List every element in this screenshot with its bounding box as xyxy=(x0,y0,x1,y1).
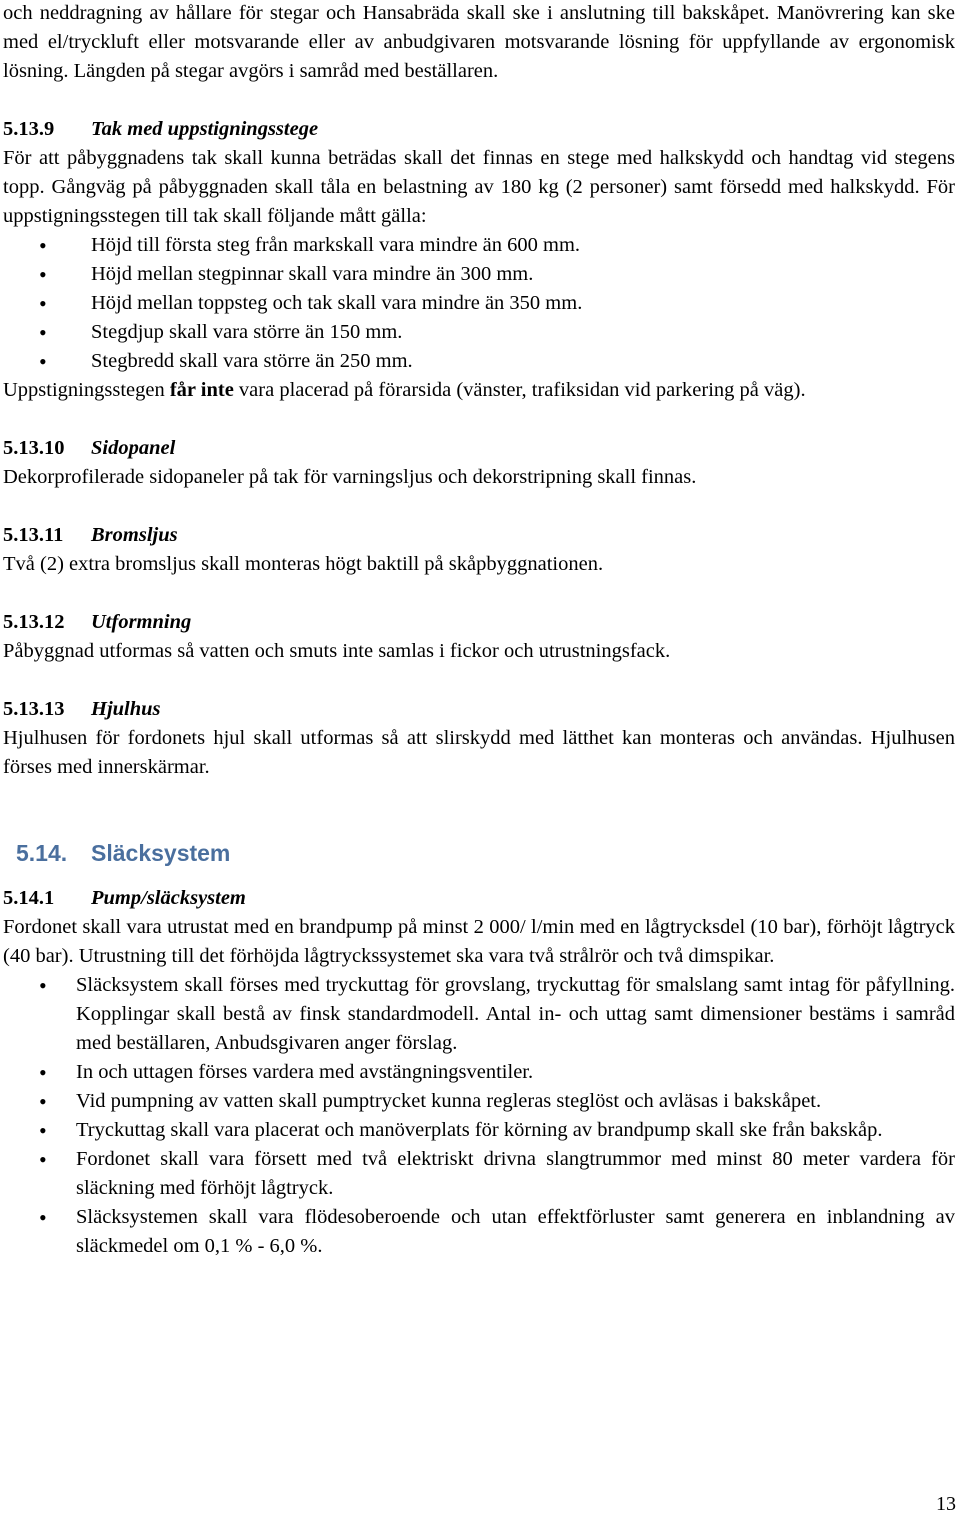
document-page xyxy=(3,0,955,1261)
section-paragraph: Hjulhusen för fordonets hjul skall utformas så att slirskydd med lätthet kan monteras och användas. Hjulhusen förses med innerskärmar. xyxy=(3,727,955,778)
list-item: • Höjd mellan stegpinnar skall vara mindre än 300 mm. xyxy=(3,260,955,289)
section-paragraph: Påbyggnad utformas så vatten och smuts inte samlas i fickor och utrustningsfack. xyxy=(3,640,671,662)
section-number: 5.14.1 xyxy=(3,887,55,909)
page-number: 13 xyxy=(936,1493,956,1515)
section-5-13-10 xyxy=(3,434,955,492)
section-5-14-1 xyxy=(3,884,955,1261)
section-heading xyxy=(3,884,955,913)
section-paragraph: Två (2) extra bromsljus skall monteras högt baktill på skåpbyggnationen. xyxy=(3,553,604,575)
list-item: • Stegbredd skall vara större än 250 mm. xyxy=(3,347,955,376)
section-paragraph: För att påbyggnadens tak skall kunna beträdas skall det finnas en stege med halkskydd och handtag vid stegens topp. Gångväg på påbyggnaden skall tåla en belastning av 180 kg (2 personer) samt försedd med halkskydd. För uppstigningsstegen till tak skall följande mått gälla: xyxy=(3,147,955,227)
section-5-13-9 xyxy=(3,115,955,405)
section-title: Sidopanel xyxy=(91,437,176,459)
section-5-13-11 xyxy=(3,521,955,579)
extinguishing-system-list xyxy=(3,971,955,1261)
intro-paragraph: och neddragning av hållare för stegar och Hansabräda skall ske i anslutning till bakskåpet. Manövrering kan ske med el/tryckluft eller motsvarande eller av anbudgivaren motsvarande lösning för uppfyllande av ergonomisk lösning. Längden på stegar avgörs i samråd med beställaren. xyxy=(3,2,955,82)
heading-number: 5.14. xyxy=(16,840,68,866)
section-5-13-12 xyxy=(3,608,955,666)
list-item: • Släcksystem skall förses med tryckuttag för grovslang, tryckuttag för smalslang samt intag för påfyllning. Kopplingar skall bestå av finsk standardmodell. Antal in- och uttag samt dimensioner bestäms i samråd med beställaren, Anbudsgivaren anger förslag. xyxy=(3,971,955,1058)
section-number: 5.13.9 xyxy=(3,118,55,140)
section-paragraph: Dekorprofilerade sidopaneler på tak för varningsljus och dekorstripning skall finnas. xyxy=(3,466,697,488)
section-heading xyxy=(3,115,955,144)
closing-text-start: Uppstigningsstegen xyxy=(3,379,170,401)
list-item: • Stegdjup skall vara större än 150 mm. xyxy=(3,318,955,347)
list-item: • In och uttagen förses vardera med avstängningsventiler. xyxy=(3,1058,955,1087)
closing-paragraph xyxy=(3,376,955,405)
section-heading xyxy=(3,521,955,550)
section-heading xyxy=(3,434,955,463)
section-title: Tak med uppstigningsstege xyxy=(91,118,319,140)
section-title: Bromsljus xyxy=(91,524,178,546)
list-item: • Höjd till första steg från markskall vara mindre än 600 mm. xyxy=(3,231,955,260)
section-title: Pump/släcksystem xyxy=(91,887,246,909)
section-number: 5.13.12 xyxy=(3,611,65,633)
ladder-requirements-list xyxy=(3,231,955,376)
section-paragraph: Fordonet skall vara utrustat med en brandpump på minst 2 000/ l/min med en lågtrycksdel (10 bar), förhöjt lågtryck (40 bar). Utrustning till det förhöjda lågtryckssystemet ska vara två strålrör och två dimspikar. xyxy=(3,916,955,967)
section-heading xyxy=(3,695,955,724)
closing-emphasis: får inte xyxy=(169,379,234,401)
section-5-13-13 xyxy=(3,695,955,782)
section-number: 5.13.10 xyxy=(3,437,65,459)
heading-5-14 xyxy=(3,838,955,868)
list-item: • Vid pumpning av vatten skall pumptrycket kunna regleras steglöst och avläsas i bakskåpet. xyxy=(3,1087,955,1116)
heading-title: Släcksystem xyxy=(91,840,231,866)
list-item: • Fordonet skall vara försett med två elektriskt drivna slangtrummor med minst 80 meter vardera för släckning med förhöjt lågtryck. xyxy=(3,1145,955,1203)
section-heading xyxy=(3,608,955,637)
list-item: • Höjd mellan toppsteg och tak skall vara mindre än 350 mm. xyxy=(3,289,955,318)
section-number: 5.13.13 xyxy=(3,698,65,720)
section-number: 5.13.11 xyxy=(3,524,64,546)
list-item: • Släcksystemen skall vara flödesoberoende och utan effektförluster samt generera en inblandning av släckmedel om 0,1 % - 6,0 %. xyxy=(3,1203,955,1261)
section-title: Utformning xyxy=(91,611,192,633)
closing-text-end: vara placerad på förarsida (vänster, trafiksidan vid parkering på väg). xyxy=(233,379,806,401)
section-title: Hjulhus xyxy=(91,698,161,720)
list-item: • Tryckuttag skall vara placerat och manöverplats för körning av brandpump skall ske från bakskåp. xyxy=(3,1116,955,1145)
